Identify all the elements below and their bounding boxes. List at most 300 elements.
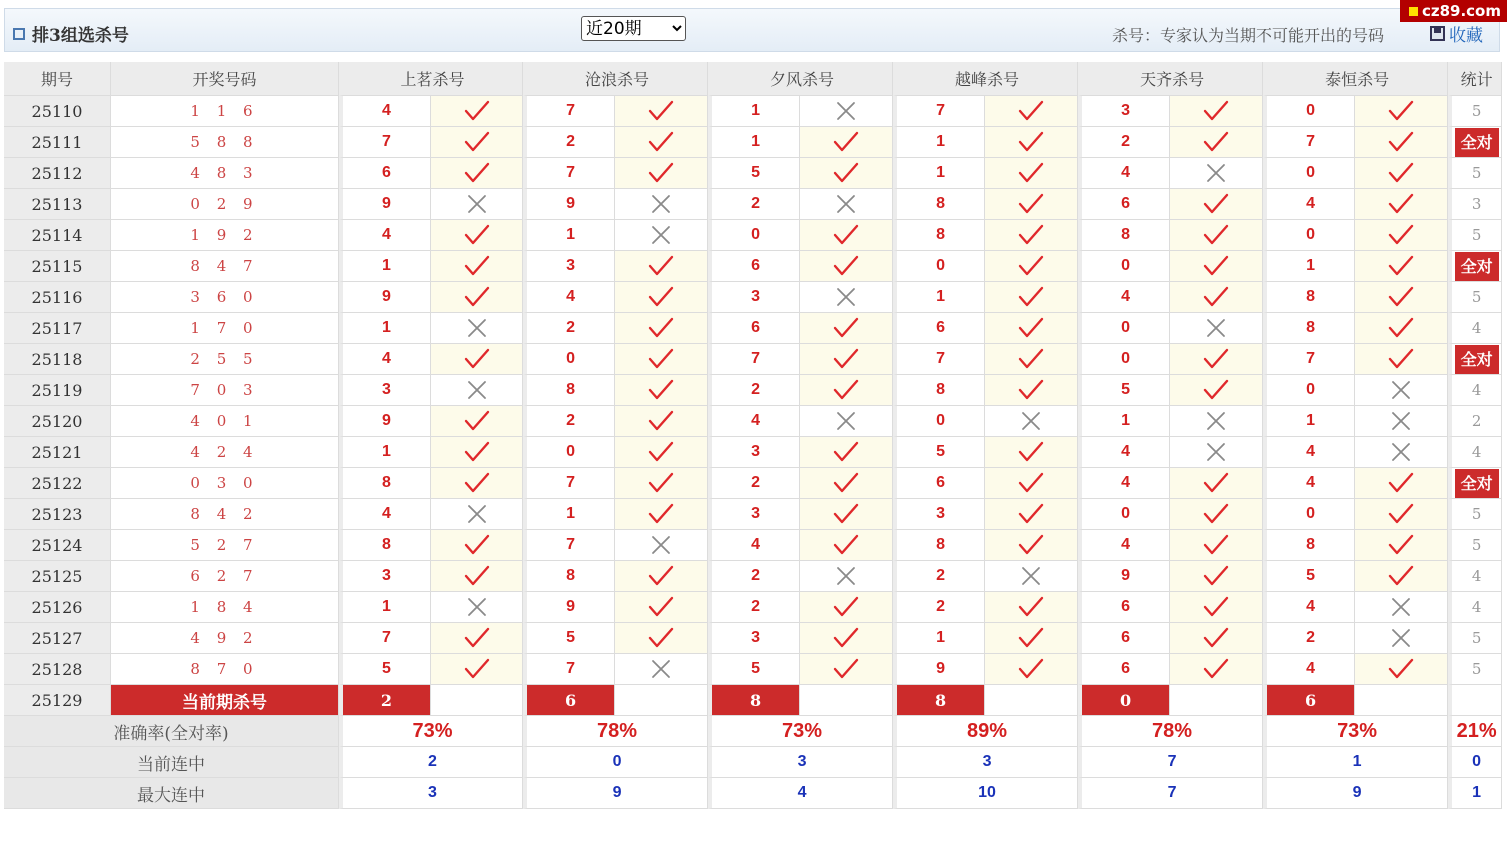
kill-number-cell: 4 <box>708 530 800 561</box>
check-icon <box>1355 561 1448 592</box>
check-icon <box>1170 220 1263 251</box>
cross-icon <box>1170 437 1263 468</box>
col-expert: 沧浪杀号 <box>523 62 708 96</box>
check-icon <box>431 127 523 158</box>
accuracy-value: 73% <box>708 716 893 747</box>
check-icon <box>800 251 893 282</box>
site-logo[interactable] <box>1400 0 1507 22</box>
kill-number-cell: 1 <box>523 499 615 530</box>
stat-cell: 5 <box>1448 654 1502 685</box>
check-icon <box>1170 344 1263 375</box>
accuracy-value: 89% <box>893 716 1078 747</box>
period-cell: 25125 <box>4 561 111 592</box>
check-icon <box>1355 468 1448 499</box>
draw-cell: 0 3 0 <box>111 468 339 499</box>
kill-number-cell: 4 <box>1263 592 1355 623</box>
current-kill-label: 当前期杀号 <box>111 685 339 716</box>
kill-number-cell: 9 <box>339 282 431 313</box>
draw-cell: 1 8 4 <box>111 592 339 623</box>
stat-cell <box>1448 127 1502 158</box>
draw-cell: 0 2 9 <box>111 189 339 220</box>
max-streak-value: 9 <box>523 778 708 809</box>
max-streak-row <box>4 778 1502 809</box>
kill-number-cell: 6 <box>708 313 800 344</box>
kill-number-cell: 3 <box>708 499 800 530</box>
kill-number-cell: 3 <box>1078 96 1170 127</box>
kill-number-cell: 6 <box>893 468 985 499</box>
draw-cell: 6 2 7 <box>111 561 339 592</box>
check-icon <box>615 623 708 654</box>
current-kill-number: 6 <box>1263 685 1355 716</box>
check-icon <box>1170 189 1263 220</box>
kill-number-cell: 5 <box>708 158 800 189</box>
check-icon <box>985 592 1078 623</box>
check-icon <box>615 158 708 189</box>
stat-cell: 5 <box>1448 96 1502 127</box>
title-wrap <box>13 21 129 46</box>
stat-cell: 5 <box>1448 499 1502 530</box>
kill-number-cell: 6 <box>708 251 800 282</box>
check-icon <box>431 437 523 468</box>
kill-number-cell: 8 <box>893 375 985 406</box>
table-row <box>4 437 1502 468</box>
kill-number-cell: 1 <box>708 127 800 158</box>
check-icon <box>985 189 1078 220</box>
stat-cell: 4 <box>1448 592 1502 623</box>
check-icon <box>615 468 708 499</box>
kill-number-cell: 2 <box>708 592 800 623</box>
check-icon <box>1170 654 1263 685</box>
draw-cell: 8 4 2 <box>111 499 339 530</box>
kill-number-cell: 2 <box>1078 127 1170 158</box>
check-icon <box>431 220 523 251</box>
kill-number-cell: 3 <box>339 375 431 406</box>
cross-icon <box>1355 375 1448 406</box>
check-icon <box>800 654 893 685</box>
check-icon <box>985 282 1078 313</box>
current-period: 25129 <box>4 685 111 716</box>
check-icon <box>1355 158 1448 189</box>
col-stat: 统计 <box>1448 62 1502 96</box>
check-icon <box>985 437 1078 468</box>
stat-cell: 4 <box>1448 561 1502 592</box>
save-disk-icon <box>1430 26 1445 41</box>
check-icon <box>1355 282 1448 313</box>
cross-icon <box>800 189 893 220</box>
table-row <box>4 251 1502 282</box>
page-title: 排3组选杀号 <box>32 26 129 46</box>
check-icon <box>431 654 523 685</box>
current-kill-number: 8 <box>893 685 985 716</box>
kill-number-table <box>4 62 1502 809</box>
kill-number-cell: 0 <box>1078 251 1170 282</box>
check-icon <box>1170 251 1263 282</box>
kill-number-cell: 4 <box>708 406 800 437</box>
check-icon <box>800 499 893 530</box>
check-icon <box>1355 499 1448 530</box>
full-hit-badge: 全对 <box>1455 128 1499 157</box>
check-icon <box>800 127 893 158</box>
kill-number-cell: 0 <box>1263 375 1355 406</box>
check-icon <box>431 282 523 313</box>
table-row <box>4 189 1502 220</box>
kill-number-cell: 8 <box>1263 313 1355 344</box>
table-row <box>4 406 1502 437</box>
kill-number-cell: 7 <box>523 468 615 499</box>
check-icon <box>1355 127 1448 158</box>
kill-number-cell: 8 <box>1078 220 1170 251</box>
kill-number-cell: 6 <box>1078 592 1170 623</box>
kill-number-cell: 2 <box>893 561 985 592</box>
kill-number-cell: 7 <box>893 344 985 375</box>
kill-number-cell: 0 <box>893 406 985 437</box>
check-icon <box>800 220 893 251</box>
current-period-row <box>4 685 1502 716</box>
current-kill-number: 2 <box>339 685 431 716</box>
cross-icon <box>800 282 893 313</box>
cross-icon <box>615 530 708 561</box>
period-cell: 25118 <box>4 344 111 375</box>
kill-number-cell: 8 <box>893 220 985 251</box>
kill-number-cell: 1 <box>1078 406 1170 437</box>
draw-cell: 2 5 5 <box>111 344 339 375</box>
draw-cell: 5 8 8 <box>111 127 339 158</box>
stat-cell: 3 <box>1448 189 1502 220</box>
empty-cell <box>431 685 523 716</box>
check-icon <box>1170 96 1263 127</box>
draw-cell: 1 9 2 <box>111 220 339 251</box>
period-cell: 25122 <box>4 468 111 499</box>
check-icon <box>1170 623 1263 654</box>
check-icon <box>985 654 1078 685</box>
draw-cell: 5 2 7 <box>111 530 339 561</box>
kill-number-cell: 2 <box>708 468 800 499</box>
table-row <box>4 344 1502 375</box>
kill-number-cell: 7 <box>339 127 431 158</box>
max-streak-value: 3 <box>339 778 523 809</box>
check-icon <box>1355 654 1448 685</box>
kill-number-cell: 2 <box>1263 623 1355 654</box>
check-icon <box>1170 499 1263 530</box>
cross-icon <box>985 406 1078 437</box>
kill-number-cell: 4 <box>339 344 431 375</box>
table-row <box>4 282 1502 313</box>
stat-cell: 4 <box>1448 437 1502 468</box>
cross-icon <box>1355 623 1448 654</box>
kill-number-cell: 5 <box>708 654 800 685</box>
cross-icon <box>1355 437 1448 468</box>
kill-number-cell: 0 <box>1263 158 1355 189</box>
favorite-link[interactable] <box>1430 21 1483 46</box>
period-cell: 25123 <box>4 499 111 530</box>
check-icon <box>985 375 1078 406</box>
kill-number-cell: 8 <box>523 375 615 406</box>
cross-icon <box>1355 406 1448 437</box>
check-icon <box>615 251 708 282</box>
period-cell: 25112 <box>4 158 111 189</box>
kill-number-cell: 4 <box>1078 530 1170 561</box>
cross-icon <box>800 406 893 437</box>
kill-number-cell: 1 <box>893 127 985 158</box>
check-icon <box>615 127 708 158</box>
check-icon <box>431 158 523 189</box>
streak-value: 1 <box>1263 747 1448 778</box>
check-icon <box>985 623 1078 654</box>
check-icon <box>615 313 708 344</box>
empty-cell <box>615 685 708 716</box>
accuracy-value: 73% <box>1263 716 1448 747</box>
toolbar <box>4 8 1500 52</box>
kill-number-cell: 6 <box>893 313 985 344</box>
kill-number-cell: 4 <box>339 220 431 251</box>
kill-number-cell: 9 <box>523 592 615 623</box>
kill-number-cell: 0 <box>523 437 615 468</box>
check-icon <box>985 127 1078 158</box>
kill-number-cell: 3 <box>708 623 800 654</box>
kill-number-cell: 2 <box>523 127 615 158</box>
check-icon <box>431 344 523 375</box>
accuracy-row <box>4 716 1502 747</box>
kill-number-cell: 4 <box>1263 437 1355 468</box>
favorite-label: 收藏 <box>1449 26 1483 46</box>
draw-cell: 8 7 0 <box>111 654 339 685</box>
period-cell: 25114 <box>4 220 111 251</box>
check-icon <box>800 158 893 189</box>
kill-number-cell: 4 <box>1263 189 1355 220</box>
kill-number-cell: 0 <box>1263 499 1355 530</box>
empty-cell <box>985 685 1078 716</box>
kill-number-cell: 9 <box>523 189 615 220</box>
current-kill-number: 0 <box>1078 685 1170 716</box>
kill-number-cell: 2 <box>523 406 615 437</box>
check-icon <box>1355 530 1448 561</box>
kill-number-cell: 7 <box>523 158 615 189</box>
kill-number-cell: 4 <box>1263 468 1355 499</box>
kill-number-cell: 5 <box>523 623 615 654</box>
kill-number-cell: 7 <box>523 654 615 685</box>
streak-label: 当前连中 <box>4 747 339 778</box>
kill-number-cell: 7 <box>708 344 800 375</box>
check-icon <box>800 313 893 344</box>
stat-cell <box>1448 344 1502 375</box>
check-icon <box>615 437 708 468</box>
kill-number-cell: 4 <box>523 282 615 313</box>
cross-icon <box>800 561 893 592</box>
check-icon <box>800 530 893 561</box>
accuracy-value: 73% <box>339 716 523 747</box>
period-cell: 25115 <box>4 251 111 282</box>
check-icon <box>615 375 708 406</box>
check-icon <box>431 96 523 127</box>
streak-value: 3 <box>708 747 893 778</box>
period-cell: 25126 <box>4 592 111 623</box>
period-cell: 25113 <box>4 189 111 220</box>
stat-cell: 2 <box>1448 406 1502 437</box>
kill-number-cell: 4 <box>1078 468 1170 499</box>
table-row <box>4 592 1502 623</box>
kill-number-cell: 7 <box>523 530 615 561</box>
kill-number-cell: 8 <box>1263 282 1355 313</box>
empty-cell <box>1448 685 1502 716</box>
col-expert: 越峰杀号 <box>893 62 1078 96</box>
col-expert: 夕风杀号 <box>708 62 893 96</box>
max-streak-value: 1 <box>1448 778 1502 809</box>
table-row <box>4 468 1502 499</box>
kill-number-cell: 0 <box>708 220 800 251</box>
kill-number-cell: 4 <box>1078 158 1170 189</box>
kill-number-cell: 2 <box>523 313 615 344</box>
draw-cell: 3 6 0 <box>111 282 339 313</box>
check-icon <box>431 530 523 561</box>
accuracy-value: 21% <box>1448 716 1502 747</box>
col-draw: 开奖号码 <box>111 62 339 96</box>
check-icon <box>1355 96 1448 127</box>
kill-number-cell: 8 <box>893 189 985 220</box>
stat-cell <box>1448 251 1502 282</box>
cross-icon <box>431 375 523 406</box>
check-icon <box>615 592 708 623</box>
table-row <box>4 561 1502 592</box>
kill-number-cell: 1 <box>893 282 985 313</box>
kill-number-cell: 0 <box>1263 220 1355 251</box>
check-icon <box>1170 375 1263 406</box>
check-icon <box>985 158 1078 189</box>
kill-number-cell: 0 <box>1078 313 1170 344</box>
kill-number-cell: 8 <box>893 530 985 561</box>
check-icon <box>615 499 708 530</box>
check-icon <box>985 220 1078 251</box>
kill-number-cell: 1 <box>708 96 800 127</box>
streak-value: 0 <box>523 747 708 778</box>
kill-number-cell: 7 <box>1263 344 1355 375</box>
check-icon <box>615 406 708 437</box>
kill-number-cell: 0 <box>893 251 985 282</box>
col-expert: 天齐杀号 <box>1078 62 1263 96</box>
check-icon <box>800 375 893 406</box>
stat-cell: 4 <box>1448 375 1502 406</box>
kill-number-cell: 6 <box>1078 189 1170 220</box>
kill-number-cell: 7 <box>893 96 985 127</box>
accuracy-value: 78% <box>1078 716 1263 747</box>
max-streak-value: 7 <box>1078 778 1263 809</box>
period-cell: 25110 <box>4 96 111 127</box>
kill-number-cell: 5 <box>339 654 431 685</box>
check-icon <box>615 96 708 127</box>
draw-cell: 4 9 2 <box>111 623 339 654</box>
kill-number-cell: 0 <box>523 344 615 375</box>
check-icon <box>985 530 1078 561</box>
kill-number-cell: 0 <box>1078 499 1170 530</box>
table-row <box>4 654 1502 685</box>
check-icon <box>1170 282 1263 313</box>
period-cell: 25121 <box>4 437 111 468</box>
streak-value: 0 <box>1448 747 1502 778</box>
kill-number-cell: 4 <box>339 96 431 127</box>
check-icon <box>1355 189 1448 220</box>
period-cell: 25116 <box>4 282 111 313</box>
table-row <box>4 127 1502 158</box>
check-icon <box>1170 592 1263 623</box>
check-icon <box>1355 251 1448 282</box>
kill-number-cell: 2 <box>893 592 985 623</box>
kill-number-cell: 3 <box>523 251 615 282</box>
check-icon <box>431 251 523 282</box>
kill-number-cell: 8 <box>1263 530 1355 561</box>
table-row <box>4 623 1502 654</box>
kill-number-cell: 4 <box>339 499 431 530</box>
table-row <box>4 220 1502 251</box>
cross-icon <box>800 96 893 127</box>
table-row <box>4 313 1502 344</box>
table-row <box>4 499 1502 530</box>
check-icon <box>985 344 1078 375</box>
period-cell: 25117 <box>4 313 111 344</box>
cross-icon <box>985 561 1078 592</box>
check-icon <box>1355 220 1448 251</box>
check-icon <box>431 468 523 499</box>
period-cell: 25119 <box>4 375 111 406</box>
cross-icon <box>431 592 523 623</box>
stat-cell: 5 <box>1448 282 1502 313</box>
period-cell: 25124 <box>4 530 111 561</box>
col-period: 期号 <box>4 62 111 96</box>
stat-cell: 5 <box>1448 220 1502 251</box>
kill-number-cell: 6 <box>1078 654 1170 685</box>
check-icon <box>431 406 523 437</box>
table-row <box>4 375 1502 406</box>
max-streak-value: 9 <box>1263 778 1448 809</box>
period-cell: 25120 <box>4 406 111 437</box>
check-icon <box>431 561 523 592</box>
check-icon <box>985 96 1078 127</box>
cross-icon <box>1355 592 1448 623</box>
empty-cell <box>800 685 893 716</box>
empty-cell <box>1355 685 1448 716</box>
kill-number-cell: 1 <box>893 623 985 654</box>
kill-number-cell: 5 <box>1078 375 1170 406</box>
kill-number-cell: 1 <box>1263 251 1355 282</box>
check-icon <box>985 313 1078 344</box>
stat-cell: 5 <box>1448 530 1502 561</box>
square-icon <box>13 28 25 40</box>
kill-number-cell: 8 <box>523 561 615 592</box>
streak-row <box>4 747 1502 778</box>
period-range-select[interactable] <box>581 16 686 41</box>
current-kill-number: 6 <box>523 685 615 716</box>
kill-number-cell: 2 <box>708 561 800 592</box>
kill-number-cell: 5 <box>1263 561 1355 592</box>
draw-cell: 4 2 4 <box>111 437 339 468</box>
cross-icon <box>431 499 523 530</box>
table-row <box>4 530 1502 561</box>
kill-number-cell: 8 <box>339 530 431 561</box>
check-icon <box>800 437 893 468</box>
logo-text: cz89.com <box>1421 2 1501 20</box>
check-icon <box>615 561 708 592</box>
check-icon <box>800 468 893 499</box>
cross-icon <box>1170 313 1263 344</box>
draw-cell: 8 4 7 <box>111 251 339 282</box>
check-icon <box>1355 344 1448 375</box>
kill-number-cell: 5 <box>893 437 985 468</box>
kill-number-cell: 4 <box>1078 437 1170 468</box>
period-cell: 25111 <box>4 127 111 158</box>
stat-cell: 5 <box>1448 623 1502 654</box>
draw-cell: 7 0 3 <box>111 375 339 406</box>
kill-number-cell: 3 <box>893 499 985 530</box>
check-icon <box>1170 127 1263 158</box>
cross-icon <box>431 313 523 344</box>
